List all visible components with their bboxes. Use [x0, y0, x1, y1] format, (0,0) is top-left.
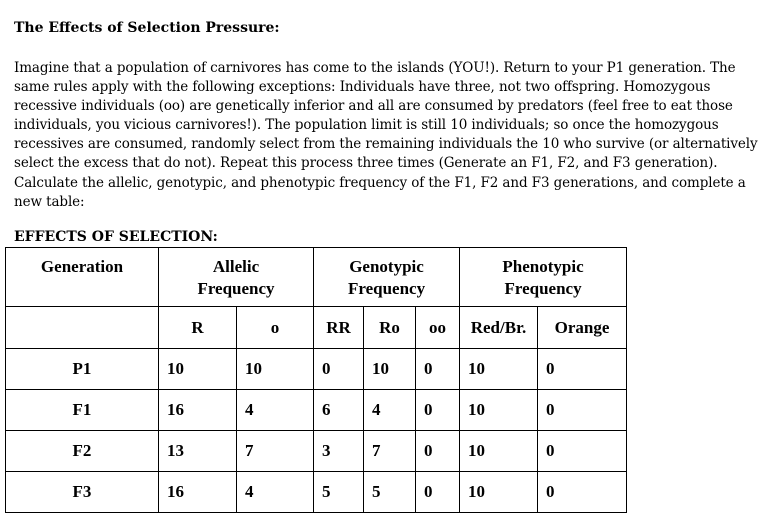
paragraph-line: new table:	[14, 193, 85, 210]
table-header-row	[6, 248, 627, 307]
value-cell: 10	[460, 349, 538, 390]
paragraph-line: Calculate the allelic, genotypic, and phenotypic frequency of the F1, F2 and F3 generations, and complete a	[14, 174, 746, 191]
paragraph-line: same rules apply with the following exceptions: Individuals have three, not two offspring. Homozygous	[14, 79, 711, 96]
generation-cell: F2	[6, 431, 159, 472]
value-cell: 6	[314, 390, 364, 431]
subheader-Ro: Ro	[364, 307, 416, 349]
subheader-orange: Orange	[538, 307, 627, 349]
table-row	[6, 390, 627, 431]
subheader-RR: RR	[314, 307, 364, 349]
value-cell: 10	[460, 431, 538, 472]
value-cell: 10	[159, 349, 237, 390]
allelic-header-line: Allelic	[212, 257, 260, 276]
value-cell: 0	[538, 390, 627, 431]
table-row	[6, 472, 627, 513]
value-cell: 0	[538, 431, 627, 472]
generation-header: Generation	[6, 248, 159, 307]
genotypic-header-line: Genotypic	[349, 257, 424, 276]
value-cell: 4	[237, 472, 314, 513]
value-cell: 10	[237, 349, 314, 390]
value-cell: 0	[416, 431, 460, 472]
empty-cell	[6, 307, 159, 349]
value-cell: 0	[416, 472, 460, 513]
genotypic-frequency-header	[314, 248, 460, 307]
value-cell: 10	[460, 472, 538, 513]
paragraph-line: Imagine that a population of carnivores has come to the islands (YOU!). Return to your P1 generation. The	[14, 60, 736, 76]
allelic-frequency-header	[159, 248, 314, 307]
value-cell: 5	[364, 472, 416, 513]
value-cell: 0	[416, 349, 460, 390]
table-row	[6, 349, 627, 390]
value-cell: 0	[416, 390, 460, 431]
value-cell: 0	[538, 349, 627, 390]
section-title: EFFECTS OF SELECTION:	[14, 229, 218, 245]
table-row	[6, 431, 627, 472]
value-cell: 0	[538, 472, 627, 513]
phenotypic-header-line: Frequency	[504, 279, 582, 298]
value-cell: 3	[314, 431, 364, 472]
value-cell: 7	[237, 431, 314, 472]
value-cell: 7	[364, 431, 416, 472]
subheader-red-brown: Red/Br.	[460, 307, 538, 349]
instructions-paragraph	[14, 59, 758, 212]
allelic-header-line: Frequency	[197, 279, 275, 298]
genotypic-header-line: Frequency	[347, 279, 426, 298]
value-cell: 13	[159, 431, 237, 472]
subheader-R: R	[159, 307, 237, 349]
paragraph-line: recessive individuals (oo) are genetically inferior and all are consumed by predators (feel free to eat those	[14, 98, 733, 115]
value-cell: 16	[159, 472, 237, 513]
value-cell: 5	[314, 472, 364, 513]
generation-cell: P1	[6, 349, 159, 390]
value-cell: 4	[237, 390, 314, 431]
paragraph-line: select the excess that do not). Repeat this process three times (Generate an F1, F2, and F3 generation).	[14, 155, 718, 172]
value-cell: 10	[364, 349, 416, 390]
subheader-o: o	[237, 307, 314, 349]
value-cell: 16	[159, 390, 237, 431]
selection-table	[5, 247, 627, 513]
phenotypic-header-line: Phenotypic	[502, 257, 584, 276]
value-cell: 0	[314, 349, 364, 390]
paragraph-line: individuals, you vicious carnivores!). The population limit is still 10 individuals; so once the homozygous	[14, 117, 719, 134]
subheader-oo: oo	[416, 307, 460, 349]
paragraph-line: recessives are consumed, randomly select from the remaining individuals the 10 who survive (or alternatively	[14, 136, 758, 153]
value-cell: 10	[460, 390, 538, 431]
value-cell: 4	[364, 390, 416, 431]
phenotypic-frequency-header	[460, 248, 627, 307]
document-heading: The Effects of Selection Pressure:	[14, 20, 280, 36]
generation-cell: F1	[6, 390, 159, 431]
table-subheader-row	[6, 307, 627, 349]
generation-cell: F3	[6, 472, 159, 513]
